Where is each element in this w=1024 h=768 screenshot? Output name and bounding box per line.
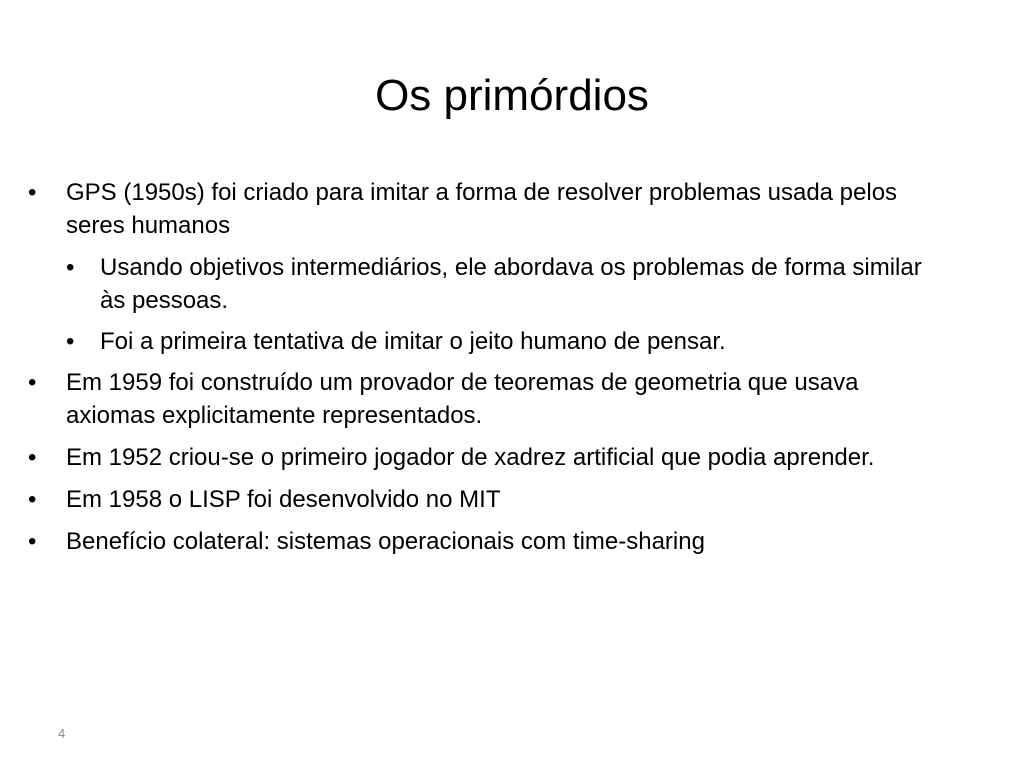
bullet-icon: • — [28, 444, 37, 471]
bullet-text: Em 1959 foi construído um provador de teoremas de geometria que usava axiomas explicitamente representados. — [66, 369, 859, 429]
page-number: 4 — [58, 726, 66, 741]
bullet-icon: • — [28, 369, 37, 396]
bullet-text: Benefício colateral: sistemas operacionais com time-sharing — [66, 528, 705, 555]
bullet-list — [28, 176, 928, 567]
bullet-icon: • — [28, 486, 37, 513]
bullet-item — [28, 525, 928, 558]
bullet-text: Em 1952 criou-se o primeiro jogador de xadrez artificial que podia aprender. — [66, 444, 875, 471]
bullet-text: Em 1958 o LISP foi desenvolvido no MIT — [66, 486, 501, 513]
sub-bullet-item — [28, 251, 928, 317]
bullet-item — [28, 441, 928, 474]
bullet-item — [28, 176, 928, 242]
bullet-text: GPS (1950s) foi criado para imitar a forma de resolver problemas usada pelos seres humanos — [66, 179, 898, 239]
bullet-icon: • — [66, 254, 75, 281]
bullet-icon: • — [28, 528, 37, 555]
bullet-icon: • — [28, 179, 37, 206]
sub-bullet-item — [28, 325, 928, 358]
sub-bullet-text: Foi a primeira tentativa de imitar o jeito humano de pensar. — [100, 328, 726, 355]
bullet-item — [28, 483, 928, 516]
bullet-icon: • — [66, 328, 75, 355]
sub-bullet-text: Usando objetivos intermediários, ele abordava os problemas de forma similar às pessoas. — [100, 254, 922, 314]
bullet-item — [28, 366, 928, 432]
slide-title: Os primórdios — [375, 71, 649, 120]
